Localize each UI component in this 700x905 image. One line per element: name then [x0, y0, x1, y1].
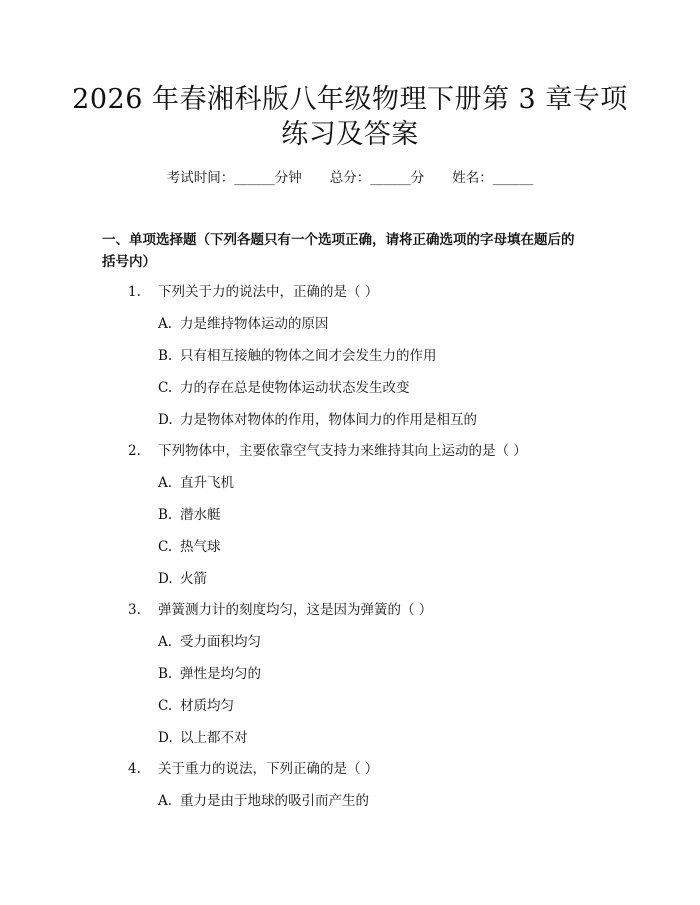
option-letter: A. [158, 793, 173, 809]
option-letter: B. [158, 507, 173, 523]
option-text: 力的存在总是使物体运动状态发生改变 [180, 380, 410, 396]
option-item [158, 632, 261, 652]
student-name-field: 姓名：______ [452, 170, 534, 186]
option-text: 力是物体对物体的作用，物体间力的作用是相互的 [180, 412, 477, 428]
question-item [128, 600, 432, 620]
option-text: 受力面积均匀 [180, 634, 261, 650]
question-text: 下列物体中，主要依靠空气支持力来维持其向上运动的是（ ） [158, 443, 527, 459]
option-text: 火箭 [180, 571, 207, 587]
exam-meta-row [0, 168, 700, 188]
option-letter: C. [158, 539, 173, 555]
page-title-line-1: 2026 年春湘科版八年级物理下册第 3 章专项 [72, 84, 628, 115]
option-item [158, 314, 329, 334]
option-text: 弹性是均匀的 [180, 666, 261, 682]
option-item [158, 537, 221, 557]
option-item [158, 473, 234, 493]
option-letter: A. [158, 634, 173, 650]
option-text: 力是维持物体运动的原因 [180, 316, 329, 332]
option-text: 热气球 [180, 539, 221, 555]
option-text: 直升飞机 [180, 475, 234, 491]
option-letter: B. [158, 666, 173, 682]
option-item [158, 410, 477, 430]
exam-time-field: 考试时间：______分钟 [166, 170, 302, 186]
option-letter: B. [158, 348, 173, 364]
question-item [128, 759, 378, 779]
option-text: 以上都不对 [180, 730, 248, 746]
option-item [158, 378, 410, 398]
option-text: 材质均匀 [180, 698, 234, 714]
option-letter: A. [158, 475, 173, 491]
option-letter: D. [158, 730, 173, 746]
option-letter: C. [158, 380, 173, 396]
question-number: 2. [128, 443, 141, 459]
option-text: 重力是由于地球的吸引而产生的 [180, 793, 369, 809]
option-letter: A. [158, 316, 173, 332]
option-text: 潜水艇 [180, 507, 221, 523]
question-item [128, 282, 378, 302]
option-item [158, 505, 221, 525]
section-heading-line-2: 括号内） [102, 254, 156, 270]
option-item [158, 346, 437, 366]
question-number: 4. [128, 761, 141, 777]
option-text: 只有相互接触的物体之间才会发生力的作用 [180, 348, 437, 364]
option-item [158, 569, 207, 589]
option-letter: D. [158, 412, 173, 428]
question-number: 3. [128, 602, 141, 618]
option-item [158, 728, 248, 748]
question-text: 关于重力的说法，下列正确的是（ ） [158, 761, 379, 777]
option-letter: C. [158, 698, 173, 714]
question-number: 1. [128, 284, 141, 300]
option-item [158, 791, 369, 811]
question-item [128, 441, 527, 461]
option-item [158, 696, 234, 716]
question-text: 弹簧测力计的刻度均匀，这是因为弹簧的（ ） [158, 602, 433, 618]
option-letter: D. [158, 571, 173, 587]
option-item [158, 664, 261, 684]
page-title-line-2: 练习及答案 [281, 119, 419, 150]
question-text: 下列关于力的说法中，正确的是（ ） [158, 284, 379, 300]
section-heading-line-1: 一、单项选择题（下列各题只有一个选项正确，请将正确选项的字母填在题后的 [102, 232, 575, 248]
total-score-field: 总分：______分 [329, 170, 425, 186]
